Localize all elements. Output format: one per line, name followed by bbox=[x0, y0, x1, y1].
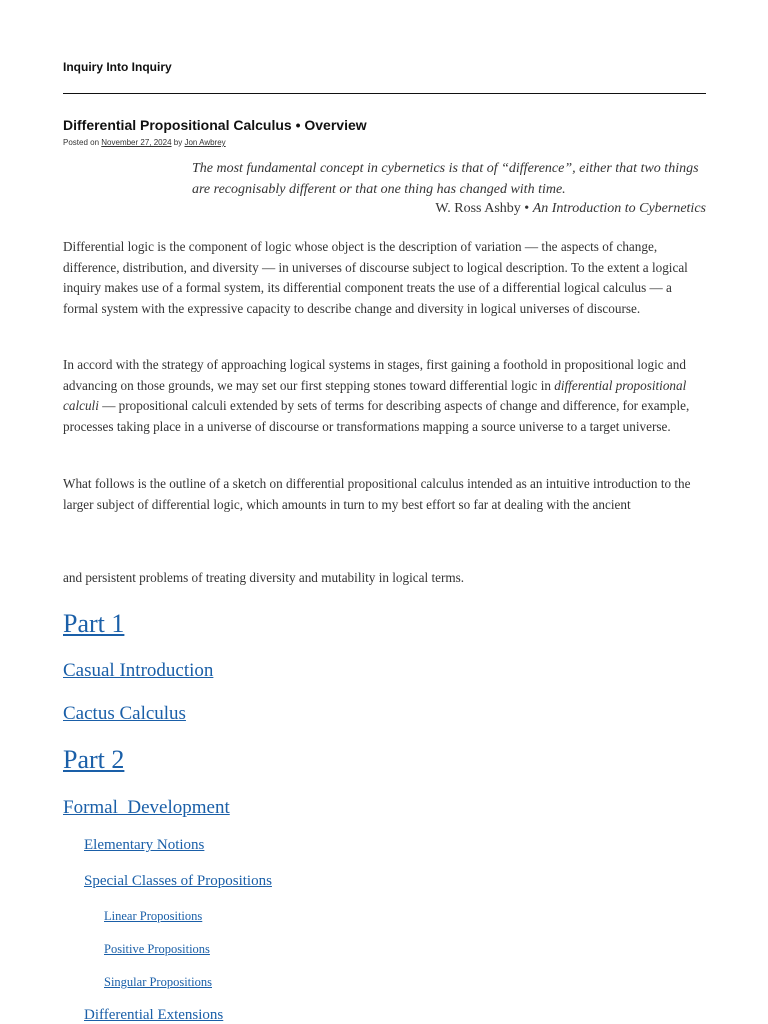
paragraph-2-emphasis: differential propositional calculi bbox=[63, 377, 687, 413]
toc-casual-introduction-link[interactable]: Casual Introduction bbox=[63, 660, 214, 681]
toc-part-1-link[interactable]: Part 1 bbox=[63, 609, 125, 638]
post-title[interactable]: Differential Propositional Calculus • Overview bbox=[63, 117, 367, 133]
toc-positive-propositions-link[interactable]: Positive Propositions bbox=[104, 942, 210, 956]
toc-special-classes-link[interactable]: Special Classes of Propositions bbox=[84, 873, 272, 889]
paragraph-2-text-a: In accord with the strategy of approaching logical systems in stages, first gaining a foothold in propositional logic and advancing on those grounds, we may set our first stepping stones toward differential logic in bbox=[63, 357, 686, 393]
toc-cactus-calculus-link[interactable]: Cactus Calculus bbox=[63, 703, 186, 724]
attribution-work: An Introduction to Cybernetics bbox=[532, 201, 706, 216]
site-title[interactable]: Inquiry Into Inquiry bbox=[63, 60, 172, 74]
author-link[interactable]: Jon Awbrey bbox=[184, 138, 226, 147]
paragraph-2-text-b: — propositional calculi extended by sets of terms for describing aspects of change and difference, for example, processes taking place in a universe of discourse or transformations mapping a source universe to a target universe. bbox=[63, 398, 690, 434]
paragraph-3: What follows is the outline of a sketch on differential propositional calculus intended as an intuitive introduction to the larger subject of differential logic, which amounts in turn to my best effort so far at dealing with the ancient bbox=[63, 476, 691, 512]
toc-singular-propositions-link[interactable]: Singular Propositions bbox=[104, 975, 212, 989]
paragraph-2 bbox=[63, 355, 706, 437]
toc-linear-propositions-link[interactable]: Linear Propositions bbox=[104, 909, 203, 923]
toc-elementary-notions-link[interactable]: Elementary Notions bbox=[84, 837, 205, 853]
attribution-author: W. Ross Ashby • bbox=[435, 201, 530, 216]
header-divider bbox=[63, 93, 706, 94]
toc-formal-development-link[interactable]: Formal Development bbox=[63, 797, 230, 818]
epigraph-quote: The most fundamental concept in cybernetics is that of “difference”, either that two things are recognisably different or that one thing has changed with time. bbox=[192, 161, 699, 197]
epigraph-attribution bbox=[435, 201, 706, 217]
by-label: by bbox=[173, 138, 183, 147]
post-date-link[interactable]: November 27, 2024 bbox=[101, 138, 172, 147]
post-meta bbox=[63, 138, 226, 147]
toc-part-2-link[interactable]: Part 2 bbox=[63, 745, 125, 774]
posted-on-label: Posted on bbox=[63, 138, 100, 147]
paragraph-4: and persistent problems of treating diversity and mutability in logical terms. bbox=[63, 570, 465, 585]
toc-differential-extensions-link[interactable]: Differential Extensions bbox=[84, 1007, 224, 1023]
paragraph-1: Differential logic is the component of logic whose object is the description of variation — the aspects of change, difference, distribution, and diversity — in universes of discourse subject to logical description. To the extent a logical inquiry makes use of a formal system, its differential component treats the use of a differential logical calculus — a formal system with the expressive capacity to describe change and diversity in logical universes of discourse. bbox=[63, 239, 688, 316]
